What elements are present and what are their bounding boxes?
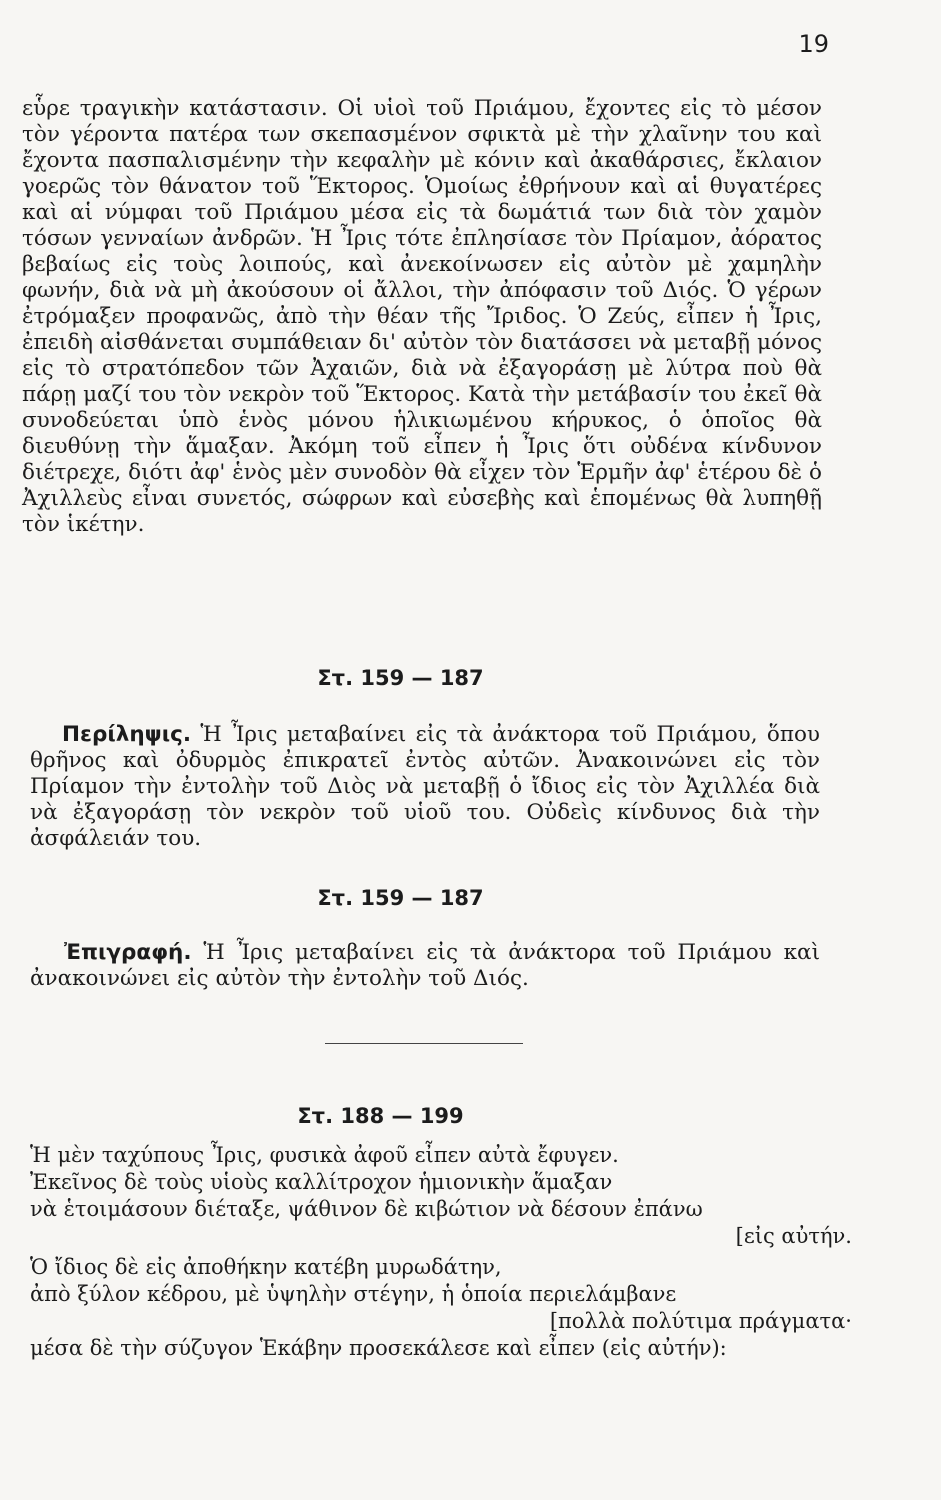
verse-line-continuation: [εἰς αὐτήν. <box>735 1224 852 1248</box>
section-heading-verses-188-199: Στ. 188 — 199 <box>297 1104 464 1128</box>
epigraph-label: Ἐπιγραφή. <box>64 940 192 965</box>
section-heading-verses-159-187-second: Στ. 159 — 187 <box>317 886 484 910</box>
summary-label: Περίληψις. <box>62 722 191 747</box>
page-number: 19 <box>798 30 829 58</box>
verse-line: μέσα δὲ τὴν σύζυγον Ἑκάβην προσεκάλεσε καὶ εἶπεν (εἰς αὐτήν): <box>30 1336 727 1360</box>
section-heading-verses-159-187: Στ. 159 — 187 <box>317 666 484 690</box>
verse-block-2 <box>30 1254 860 1362</box>
summary-paragraph <box>30 722 820 852</box>
summary-text: Ἡ Ἶρις μεταβαίνει εἰς τὰ ἀνάκτορα τοῦ Πριάμου, ὅπου θρῆνος καὶ ὀδυρμὸς ἐπικρατεῖ ἐντὸς αὐτῶν. Ἀνακοινώνει εἰς τὸν Πρίαμον τὴν ἐντολὴν τοῦ Διὸς νὰ μεταβῇ ὁ ἴδιος εἰς τὸν Ἀχιλλέα διὰ νὰ ἐξαγοράσῃ τὸν νεκρὸν τοῦ υἱοῦ του. Οὐδεὶς κίνδυνος διὰ τὴν ἀσφάλειάν του. <box>30 722 820 851</box>
verse-line: ἀπὸ ξύλον κέδρου, μὲ ὑψηλὴν στέγην, ἡ ὁποία περιελάμβανε <box>30 1282 677 1306</box>
main-paragraph: εὗρε τραγικὴν κατάστασιν. Οἱ υἱοὶ τοῦ Πριάμου, ἔχοντες εἰς τὸ μέσον τὸν γέροντα πατέρα των σκεπασμένον σφικτὰ μὲ τὴν χλαῖνην του καὶ ἔχοντα πασπαλισμένην τὴν κεφαλὴν μὲ κόνιν καὶ ἀκαθάρσιες, ἔκλαιον γοερῶς τὸν θάνατον τοῦ Ἕκτορος. Ὁμοίως ἐθρήνουν καὶ αἱ θυγατέρες καὶ αἱ νύμφαι τοῦ Πριάμου μέσα εἰς τὰ δωμάτιά των διὰ τὸν χαμὸν τόσων γενναίων ἀνδρῶν. Ἡ Ἶρις τότε ἐπλησίασε τὸν Πρίαμον, ἀόρατος βεβαίως εἰς τοὺς λοιπούς, καὶ ἀνεκοίνωσεν εἰς αὐτὸν μὲ χαμηλὴν φωνήν, διὰ νὰ μὴ ἀκούσουν οἱ ἄλλοι, τὴν ἀπόφασιν τοῦ Διός. Ὁ γέρων ἐτρόμαξεν προφανῶς, ἀπὸ τὴν θέαν τῆς Ἴριδος. Ὁ Ζεύς, εἶπεν ἡ Ἶρις, ἐπειδὴ αἰσθάνεται συμπάθειαν δι' αὐτὸν τὸν διατάσσει νὰ μεταβῇ μόνος εἰς τὸ στρατόπεδον τῶν Ἀχαιῶν, διὰ νὰ ἐξαγοράσῃ μὲ λύτρα ποὺ θὰ πάρῃ μαζί του τὸν νεκρὸν τοῦ Ἕκτορος. Κατὰ τὴν μετάβασίν του ἐκεῖ θὰ συνοδεύεται ὑπὸ ἑνὸς μόνου ἡλικιωμένου κήρυκος, ὁ ὁποῖος θὰ διευθύνῃ τὴν ἅμαξαν. Ἀκόμη τοῦ εἶπεν ἡ Ἶρις ὅτι οὐδένα κίνδυνον διέτρεχε, διότι ἀφ' ἑνὸς μὲν συνοδὸν θὰ εἶχεν τὸν Ἑρμῆν ἀφ' ἑτέρου δὲ ὁ Ἀχιλλεὺς εἶναι συνετός, σώφρων καὶ εὐσεβὴς καὶ ἑπομένως θὰ λυπηθῇ τὸν ἱκέτην. <box>22 96 822 537</box>
verse-line-continuation: [πολλὰ πολύτιμα πράγματα· <box>549 1309 852 1333</box>
epigraph-paragraph <box>30 940 820 992</box>
verse-line: Ἡ μὲν ταχύπους Ἶρις, φυσικὰ ἀφοῦ εἶπεν αὐτὰ ἔφυγεν. <box>30 1143 619 1167</box>
verse-line: Ὁ ἴδιος δὲ εἰς ἀποθήκην κατέβη μυρωδάτην, <box>30 1255 502 1279</box>
epigraph-text: Ἡ Ἶρις μεταβαίνει εἰς τὰ ἀνάκτορα τοῦ Πριάμου καὶ ἀνακοινώνει εἰς αὐτὸν τὴν ἐντολὴν τοῦ Διός. <box>30 940 820 991</box>
verse-block-1 <box>30 1142 860 1250</box>
verse-line: νὰ ἑτοιμάσουν διέταξε, ψάθινον δὲ κιβώτιον νὰ δέσουν ἐπάνω <box>30 1197 703 1221</box>
section-divider <box>325 1043 523 1044</box>
verse-line: Ἐκεῖνος δὲ τοὺς υἱοὺς καλλίτροχον ἡμιονικὴν ἅμαξαν <box>30 1170 613 1194</box>
